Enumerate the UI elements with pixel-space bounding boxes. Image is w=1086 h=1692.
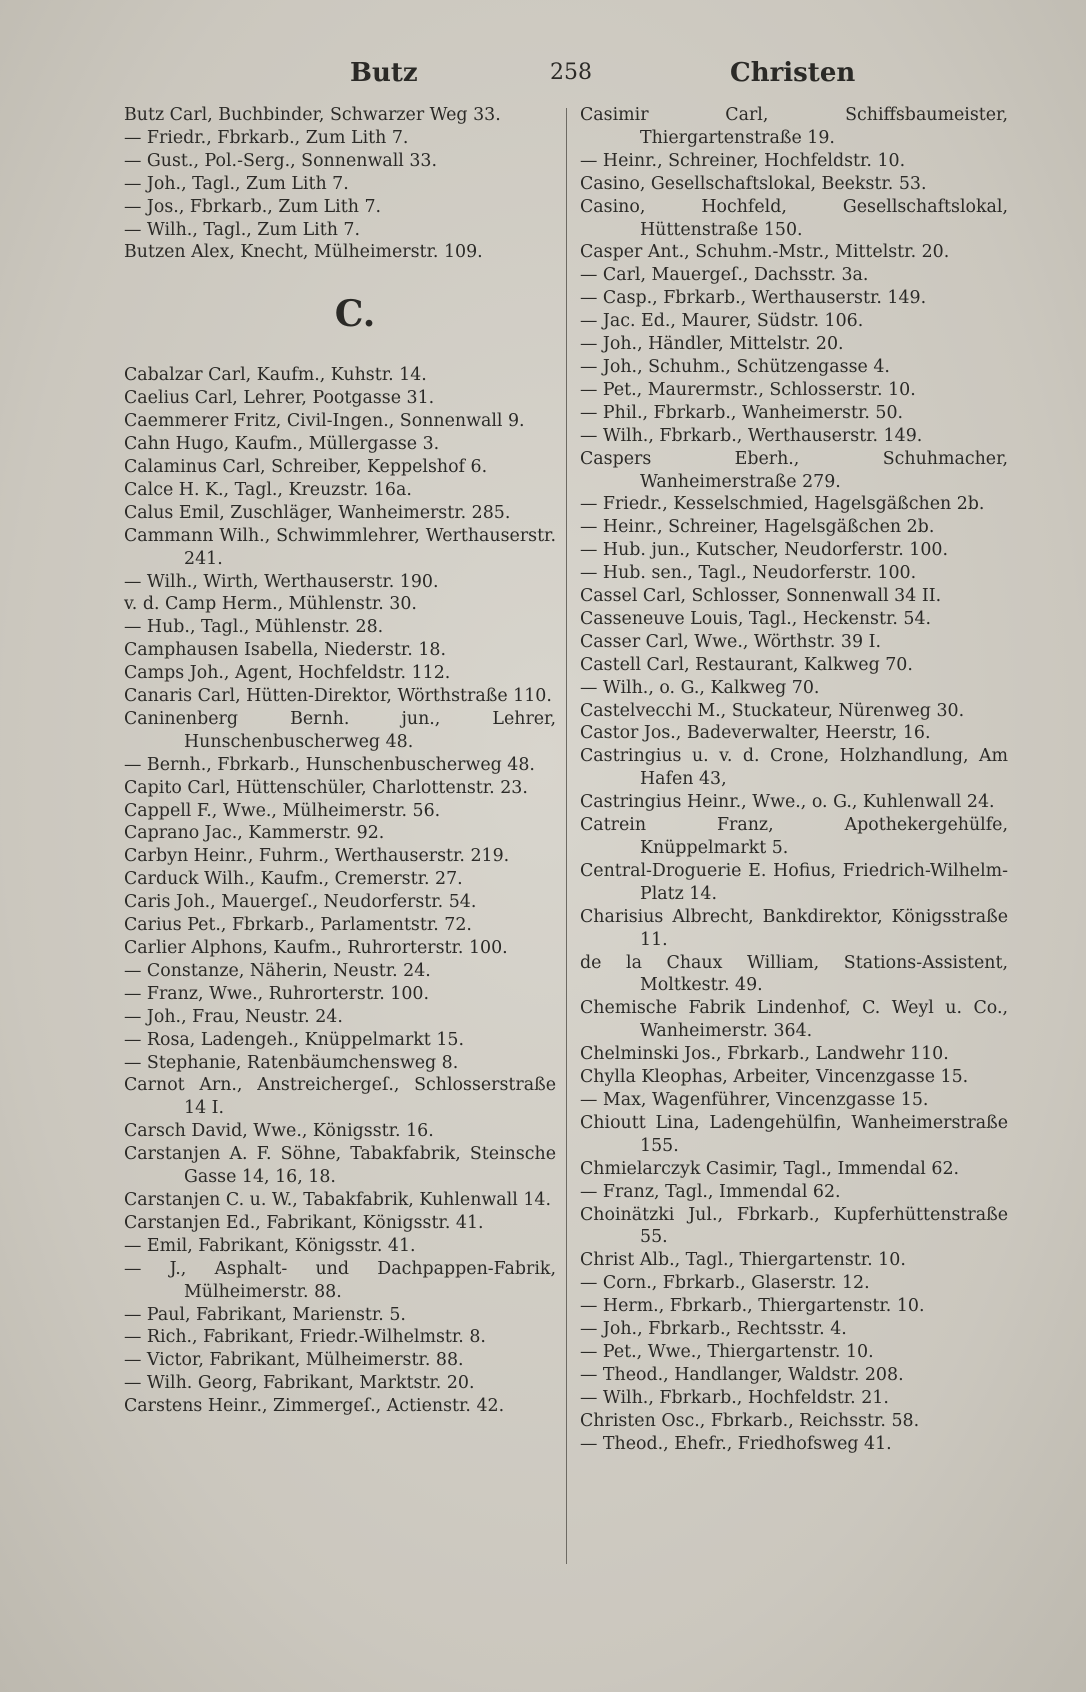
directory-entry: — Franz, Wwe., Ruhrorterstr. 100. <box>124 983 429 1004</box>
directory-entry: — Joh., Frau, Neustr. 24. <box>124 1006 343 1027</box>
right-entries <box>580 104 1008 1455</box>
directory-entry: Cabalzar Carl, Kaufm., Kuhstr. 14. <box>124 365 427 386</box>
directory-entry: — Phil., Fbrkarb., Wanheimerstr. 50. <box>580 402 904 423</box>
directory-entry: Carius Pet., Fbrkarb., Parlamentstr. 72. <box>124 915 472 936</box>
directory-entry: Caprano Jac., Kammerstr. 92. <box>124 823 385 844</box>
directory-entry: Casimir Carl, Schiffsbaumeister, Thiergartenstraße 19. <box>580 105 1008 148</box>
directory-entry: — Hub., Tagl., Mühlenstr. 28. <box>124 617 384 638</box>
directory-entry: — Victor, Fabrikant, Mülheimerstr. 88. <box>124 1350 464 1371</box>
directory-entry: Cassel Carl, Schlosser, Sonnenwall 34 II. <box>580 586 942 607</box>
page-header <box>130 58 856 98</box>
right-column <box>580 104 1008 1455</box>
directory-entry: — Theod., Handlanger, Waldstr. 208. <box>580 1364 904 1385</box>
directory-entry: Casino, Gesellschaftslokal, Beekstr. 53. <box>580 173 927 194</box>
directory-entry: — Corn., Fbrkarb., Glaserstr. 12. <box>580 1273 870 1294</box>
directory-entry: — Bernh., Fbrkarb., Hunschenbuscherweg 48. <box>124 754 535 775</box>
directory-entry: Central-Droguerie E. Hofius, Friedrich-Wilhelm-Platz 14. <box>580 860 1008 904</box>
directory-entry: — Casp., Fbrkarb., Werthauserstr. 149. <box>580 288 927 309</box>
directory-entry: Calce H. K., Tagl., Kreuzstr. 16a. <box>124 479 412 500</box>
directory-entry: Catrein Franz, Apothekergehülfe, Knüppelmarkt 5. <box>580 815 1008 858</box>
directory-entry: — Max, Wagenführer, Vincenzgasse 15. <box>580 1089 929 1110</box>
directory-entry: — Hub. jun., Kutscher, Neudorferstr. 100. <box>580 540 949 561</box>
directory-entry: Carstanjen Ed., Fabrikant, Königsstr. 41. <box>124 1212 484 1233</box>
directory-entry: Carstanjen A. F. Söhne, Tabakfabrik, Steinsche Gasse 14, 16, 18. <box>124 1144 556 1188</box>
directory-entry: Casseneuve Louis, Tagl., Heckenstr. 54. <box>580 608 932 629</box>
directory-entry: Christen Osc., Fbrkarb., Reichsstr. 58. <box>580 1410 920 1431</box>
directory-entry: Chelminski Jos., Fbrkarb., Landwehr 110. <box>580 1044 949 1065</box>
directory-entry: — Joh., Händler, Mittelstr. 20. <box>580 334 844 355</box>
directory-entry: Carstens Heinr., Zimmergeſ., Actienstr. 42. <box>124 1396 505 1417</box>
directory-entry: — Friedr., Kesselschmied, Hagelsgäßchen 2b. <box>580 494 985 515</box>
directory-entry: Butz Carl, Buchbinder, Schwarzer Weg 33. <box>124 105 501 125</box>
directory-entry: — Pet., Wwe., Thiergartenstr. 10. <box>580 1341 874 1362</box>
directory-entry: — Joh., Tagl., Zum Lith 7. <box>124 173 349 194</box>
section-letter: C. <box>334 293 376 336</box>
directory-entry: — Rich., Fabrikant, Friedr.-Wilhelmstr. 8. <box>124 1327 486 1348</box>
directory-entry: — Wilh., Fbrkarb., Werthauserstr. 149. <box>580 425 923 446</box>
left-entries-bottom <box>124 364 556 1418</box>
directory-entry: — Theod., Ehefr., Friedhofsweg 41. <box>580 1433 892 1454</box>
directory-entry: — Franz, Tagl., Immendal 62. <box>580 1181 841 1202</box>
directory-entry: — Hub. sen., Tagl., Neudorferstr. 100. <box>580 563 917 584</box>
header-left-keyword: Butz <box>350 58 418 88</box>
directory-entry: — J., Asphalt- und Dachpappen-Fabrik, Mülheimerstr. 88. <box>124 1258 556 1302</box>
directory-entry: — Jos., Fbrkarb., Zum Lith 7. <box>124 196 382 217</box>
directory-entry: — Rosa, Ladengeh., Knüppelmarkt 15. <box>124 1029 464 1050</box>
directory-entry: Carbyn Heinr., Fuhrm., Werthauserstr. 219. <box>124 846 510 867</box>
directory-entry: Castringius Heinr., Wwe., o. G., Kuhlenwall 24. <box>580 792 995 813</box>
directory-entry: Caninenberg Bernh. jun., Lehrer, Hunschenbuscherweg 48. <box>124 708 556 752</box>
directory-entry: — Wilh., Tagl., Zum Lith 7. <box>124 219 361 240</box>
directory-entry: — Paul, Fabrikant, Marienstr. 5. <box>124 1304 406 1325</box>
directory-entry: — Joh., Schuhm., Schützengasse 4. <box>580 356 890 377</box>
directory-entry: — Joh., Fbrkarb., Rechtsstr. 4. <box>580 1319 847 1340</box>
directory-entry: Casper Ant., Schuhm.-Mstr., Mittelstr. 20. <box>580 242 950 263</box>
directory-entry: — Emil, Fabrikant, Königsstr. 41. <box>124 1235 416 1256</box>
directory-entry: Charisius Albrecht, Bankdirektor, Königsstraße 11. <box>580 906 1008 950</box>
directory-entry: Chioutt Lina, Ladengehülfin, Wanheimerstraße 155. <box>580 1112 1008 1156</box>
directory-entry: Casino, Hochfeld, Gesellschaftslokal, Hüttenstraße 150. <box>580 196 1008 240</box>
directory-entry: — Gust., Pol.-Serg., Sonnenwall 33. <box>124 150 438 171</box>
directory-entry: Casser Carl, Wwe., Wörthstr. 39 I. <box>580 631 881 652</box>
left-column <box>124 104 556 1418</box>
directory-entry: — Heinr., Schreiner, Hochfeldstr. 10. <box>580 150 906 171</box>
directory-entry: Castelvecchi M., Stuckateur, Nürenweg 30. <box>580 700 965 721</box>
directory-entry: — Pet., Maurermstr., Schlosserstr. 10. <box>580 379 916 400</box>
directory-entry: — Wilh., Wirth, Werthauserstr. 190. <box>124 571 439 592</box>
directory-entry: — Carl, Mauergeſ., Dachsstr. 3a. <box>580 265 869 286</box>
directory-entry: Caelius Carl, Lehrer, Pootgasse 31. <box>124 388 435 409</box>
directory-entry: Cappell F., Wwe., Mülheimerstr. 56. <box>124 800 441 821</box>
directory-entry: Cammann Wilh., Schwimmlehrer, Werthauserstr. 241. <box>124 525 556 569</box>
directory-entry: Caris Joh., Mauergeſ., Neudorferstr. 54. <box>124 892 477 913</box>
directory-entry: — Stephanie, Ratenbäumchensweg 8. <box>124 1052 459 1073</box>
directory-entry: Cahn Hugo, Kaufm., Müllergasse 3. <box>124 434 440 455</box>
directory-entry: — Wilh., o. G., Kalkweg 70. <box>580 677 820 698</box>
directory-entry: Camphausen Isabella, Niederstr. 18. <box>124 640 446 661</box>
page-number: 258 <box>550 60 592 85</box>
directory-entry: — Jac. Ed., Maurer, Südstr. 106. <box>580 311 864 332</box>
directory-entry: de la Chaux William, Stations-Assistent, Moltkestr. 49. <box>580 952 1008 996</box>
directory-entry: Carnot Arn., Anstreichergeſ., Schlosserstraße 14 I. <box>124 1075 556 1119</box>
directory-entry: Caspers Eberh., Schuhmacher, Wanheimerstraße 279. <box>580 448 1008 492</box>
directory-entry: Canaris Carl, Hütten-Direktor, Wörthstraße 110. <box>124 686 552 707</box>
directory-entry: — Wilh. Georg, Fabrikant, Marktstr. 20. <box>124 1373 475 1394</box>
directory-entry: — Constanze, Näherin, Neustr. 24. <box>124 960 431 981</box>
directory-entry: Butzen Alex, Knecht, Mülheimerstr. 109. <box>124 242 483 263</box>
header-right-keyword: Christen <box>730 58 856 88</box>
directory-entry: — Friedr., Fbrkarb., Zum Lith 7. <box>124 127 409 148</box>
directory-entry: Carstanjen C. u. W., Tabakfabrik, Kuhlenwall 14. <box>124 1189 551 1210</box>
directory-entry: — Herm., Fbrkarb., Thiergartenstr. 10. <box>580 1296 925 1317</box>
left-entries-top <box>124 104 556 264</box>
directory-entry: Chemische Fabrik Lindenhof, C. Weyl u. Co., Wanheimerstr. 364. <box>580 998 1008 1042</box>
directory-entry: Choinätzki Jul., Fbrkarb., Kupferhüttenstraße 55. <box>580 1204 1008 1248</box>
directory-entry: — Wilh., Fbrkarb., Hochfeldstr. 21. <box>580 1387 889 1408</box>
directory-entry: Castringius u. v. d. Crone, Holzhandlung, Am Hafen 43, <box>580 746 1008 790</box>
directory-entry: Chmielarczyk Casimir, Tagl., Immendal 62. <box>580 1158 960 1179</box>
directory-entry: — Heinr., Schreiner, Hagelsgäßchen 2b. <box>580 517 935 538</box>
column-divider <box>566 108 567 1564</box>
directory-entry: Calus Emil, Zuschläger, Wanheimerstr. 285. <box>124 502 511 523</box>
directory-entry: Caemmerer Fritz, Civil-Ingen., Sonnenwall 9. <box>124 411 525 432</box>
directory-entry: Carsch David, Wwe., Königsstr. 16. <box>124 1121 434 1142</box>
directory-entry: Castor Jos., Badeverwalter, Heerstr, 16. <box>580 723 931 744</box>
directory-entry: Christ Alb., Tagl., Thiergartenstr. 10. <box>580 1250 906 1271</box>
directory-entry: Calaminus Carl, Schreiber, Keppelshof 6. <box>124 456 488 477</box>
directory-entry: Castell Carl, Restaurant, Kalkweg 70. <box>580 654 913 675</box>
directory-entry: Chylla Kleophas, Arbeiter, Vincenzgasse 15. <box>580 1067 969 1088</box>
directory-entry: Carlier Alphons, Kaufm., Ruhrorterstr. 100. <box>124 938 508 958</box>
directory-entry: Carduck Wilh., Kaufm., Cremerstr. 27. <box>124 869 463 890</box>
directory-entry: Camps Joh., Agent, Hochfeldstr. 112. <box>124 663 451 684</box>
directory-entry: v. d. Camp Herm., Mühlenstr. 30. <box>124 594 417 615</box>
directory-entry: Capito Carl, Hüttenschüler, Charlottenstr. 23. <box>124 777 528 798</box>
